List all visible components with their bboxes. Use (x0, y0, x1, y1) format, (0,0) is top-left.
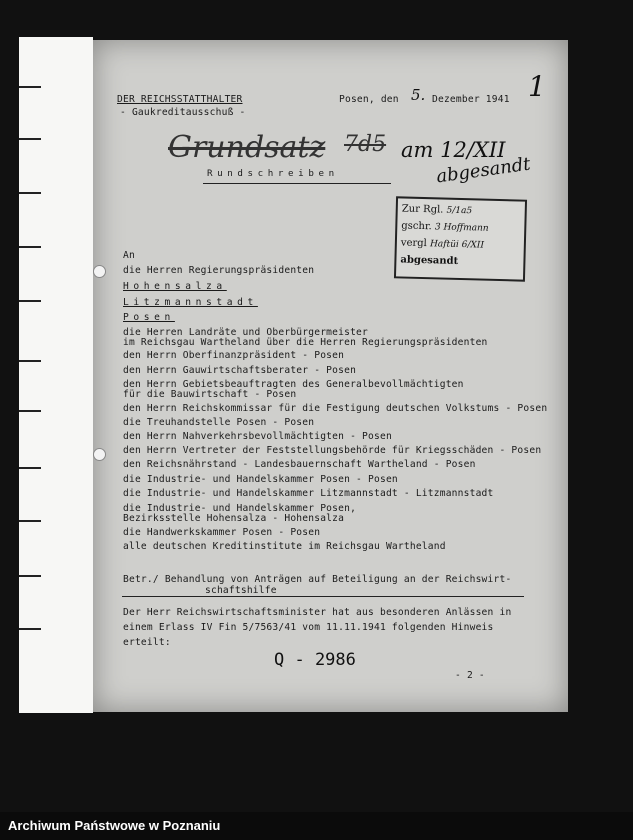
recipient-posen: Posen (123, 312, 175, 323)
recipient-handwerk: die Handwerkskammer Posen - Posen (123, 527, 321, 538)
punch-hole (93, 265, 106, 278)
sent-date-handwritten: am 12/XII (401, 138, 506, 162)
recipient-ihk-bezirk-line2: Bezirksstelle Hohensalza - Hohensalza (123, 513, 345, 524)
page-mark-handwritten: 1 (528, 70, 546, 103)
body-line3: erteilt: (123, 637, 171, 648)
subject-line2: schaftshilfe (205, 585, 277, 596)
body-line2: einem Erlass IV Fin 5/7563/41 vom 11.11.1941 folgenden Hinweis (123, 622, 494, 633)
recipient-vertreter: den Herrn Vertreter der Feststellungsbehörde für Kriegsschäden - Posen (123, 445, 542, 456)
subject-underline (122, 596, 524, 597)
recipient-gauwirtschaft: den Herrn Gauwirtschaftsberater - Posen (123, 365, 357, 376)
recipient-hohensalza: Hohensalza (123, 281, 227, 292)
archive-footer (0, 812, 633, 840)
recipient-landraete-line2: im Reichsgau Wartheland über die Herren Regierungspräsidenten (123, 337, 488, 348)
margin-tick (19, 192, 41, 194)
recipient-litzmannstadt: Litzmannstadt (123, 297, 258, 308)
margin-tick (19, 520, 41, 522)
reference-code-handwritten: 7d5 (344, 132, 387, 157)
margin-tick (19, 300, 41, 302)
stamp-label-vergl: vergl (400, 237, 427, 250)
recipient-reichskommissar: den Herrn Reichskommissar für die Festigung deutschen Volkstums - Posen (123, 403, 548, 414)
page-number: - 2 - (455, 670, 485, 681)
stamp-label-zur: Zur Rgl. (401, 203, 444, 216)
recipient-ihk-posen: die Industrie- und Handelskammer Posen - Posen (123, 474, 398, 485)
stamp-value-zur: 5/1a5 (446, 205, 473, 217)
recipient-ihk-litzmannstadt: die Industrie- und Handelskammer Litzmannstadt - Litzmannstadt (123, 488, 494, 499)
document-number-handwritten: Q - 2986 (274, 650, 356, 670)
title-underline (203, 183, 391, 184)
margin-tick (19, 246, 41, 248)
committee-heading: - Gaukreditausschuß - (120, 107, 246, 118)
registry-stamp (394, 196, 527, 281)
recipient-kreditinstitute: alle deutschen Kreditinstitute im Reichsgau Wartheland (123, 541, 446, 552)
date-month-year: Dezember 1941 (432, 94, 510, 105)
recipient-reichsnaehrstand: den Reichsnährstand - Landesbauernschaft Wartheland - Posen (123, 459, 476, 470)
subject-line1: Betr./ Behandlung von Anträgen auf Beteiligung an der Reichswirt- (123, 574, 512, 585)
margin-tick (19, 360, 41, 362)
date-prefix: Posen, den (339, 94, 399, 105)
margin-tick (19, 86, 41, 88)
stamp-label-gschr: gschr. (401, 220, 432, 233)
margin-tick (19, 138, 41, 140)
margin-tick (19, 575, 41, 577)
stamp-value-gschr: 3 Hoffmann (434, 222, 489, 234)
recipient-an: An (123, 250, 135, 261)
recipient-landraete-line1: die Herren Landräte und Oberbürgermeister (123, 327, 369, 338)
recipient-oberfinanz: den Herrn Oberfinanzpräsident - Posen (123, 350, 345, 361)
margin-tick (19, 467, 41, 469)
punch-hole (93, 448, 106, 461)
stamp-abgesandt: abgesandt (400, 254, 459, 267)
margin-tick (19, 410, 41, 412)
date-day-handwritten: 5. (411, 86, 426, 104)
recipient-gebiet-line1: den Herrn Gebietsbeauftragten des Generalbevollmächtigten (123, 379, 464, 390)
body-line1: Der Herr Reichswirtschaftsminister hat aus besonderen Anlässen in (123, 607, 512, 618)
recipient-regierungspraesidenten: die Herren Regierungspräsidenten (123, 265, 315, 276)
document-title: Rundschreiben (207, 168, 339, 179)
stamp-value-vergl: Haftüi 6/XII (429, 239, 485, 251)
recipient-ihk-bezirk-line1: die Industrie- und Handelskammer Posen, (123, 503, 357, 514)
recipient-gebiet-line2: für die Bauwirtschaft - Posen (123, 389, 297, 400)
recipient-treuhand: die Treuhandstelle Posen - Posen (123, 417, 315, 428)
archive-name: Archiwum Państwowe w Poznaniu (8, 818, 221, 833)
authority-heading: DER REICHSSTATTHALTER (117, 94, 243, 105)
recipient-nahverkehr: den Herrn Nahverkehrsbevollmächtigten - Posen (123, 431, 392, 442)
margin-tick (19, 628, 41, 630)
grundsatz-handwritten: Grundsatz (168, 130, 326, 165)
sent-word-handwritten: abgesandt (434, 153, 532, 188)
